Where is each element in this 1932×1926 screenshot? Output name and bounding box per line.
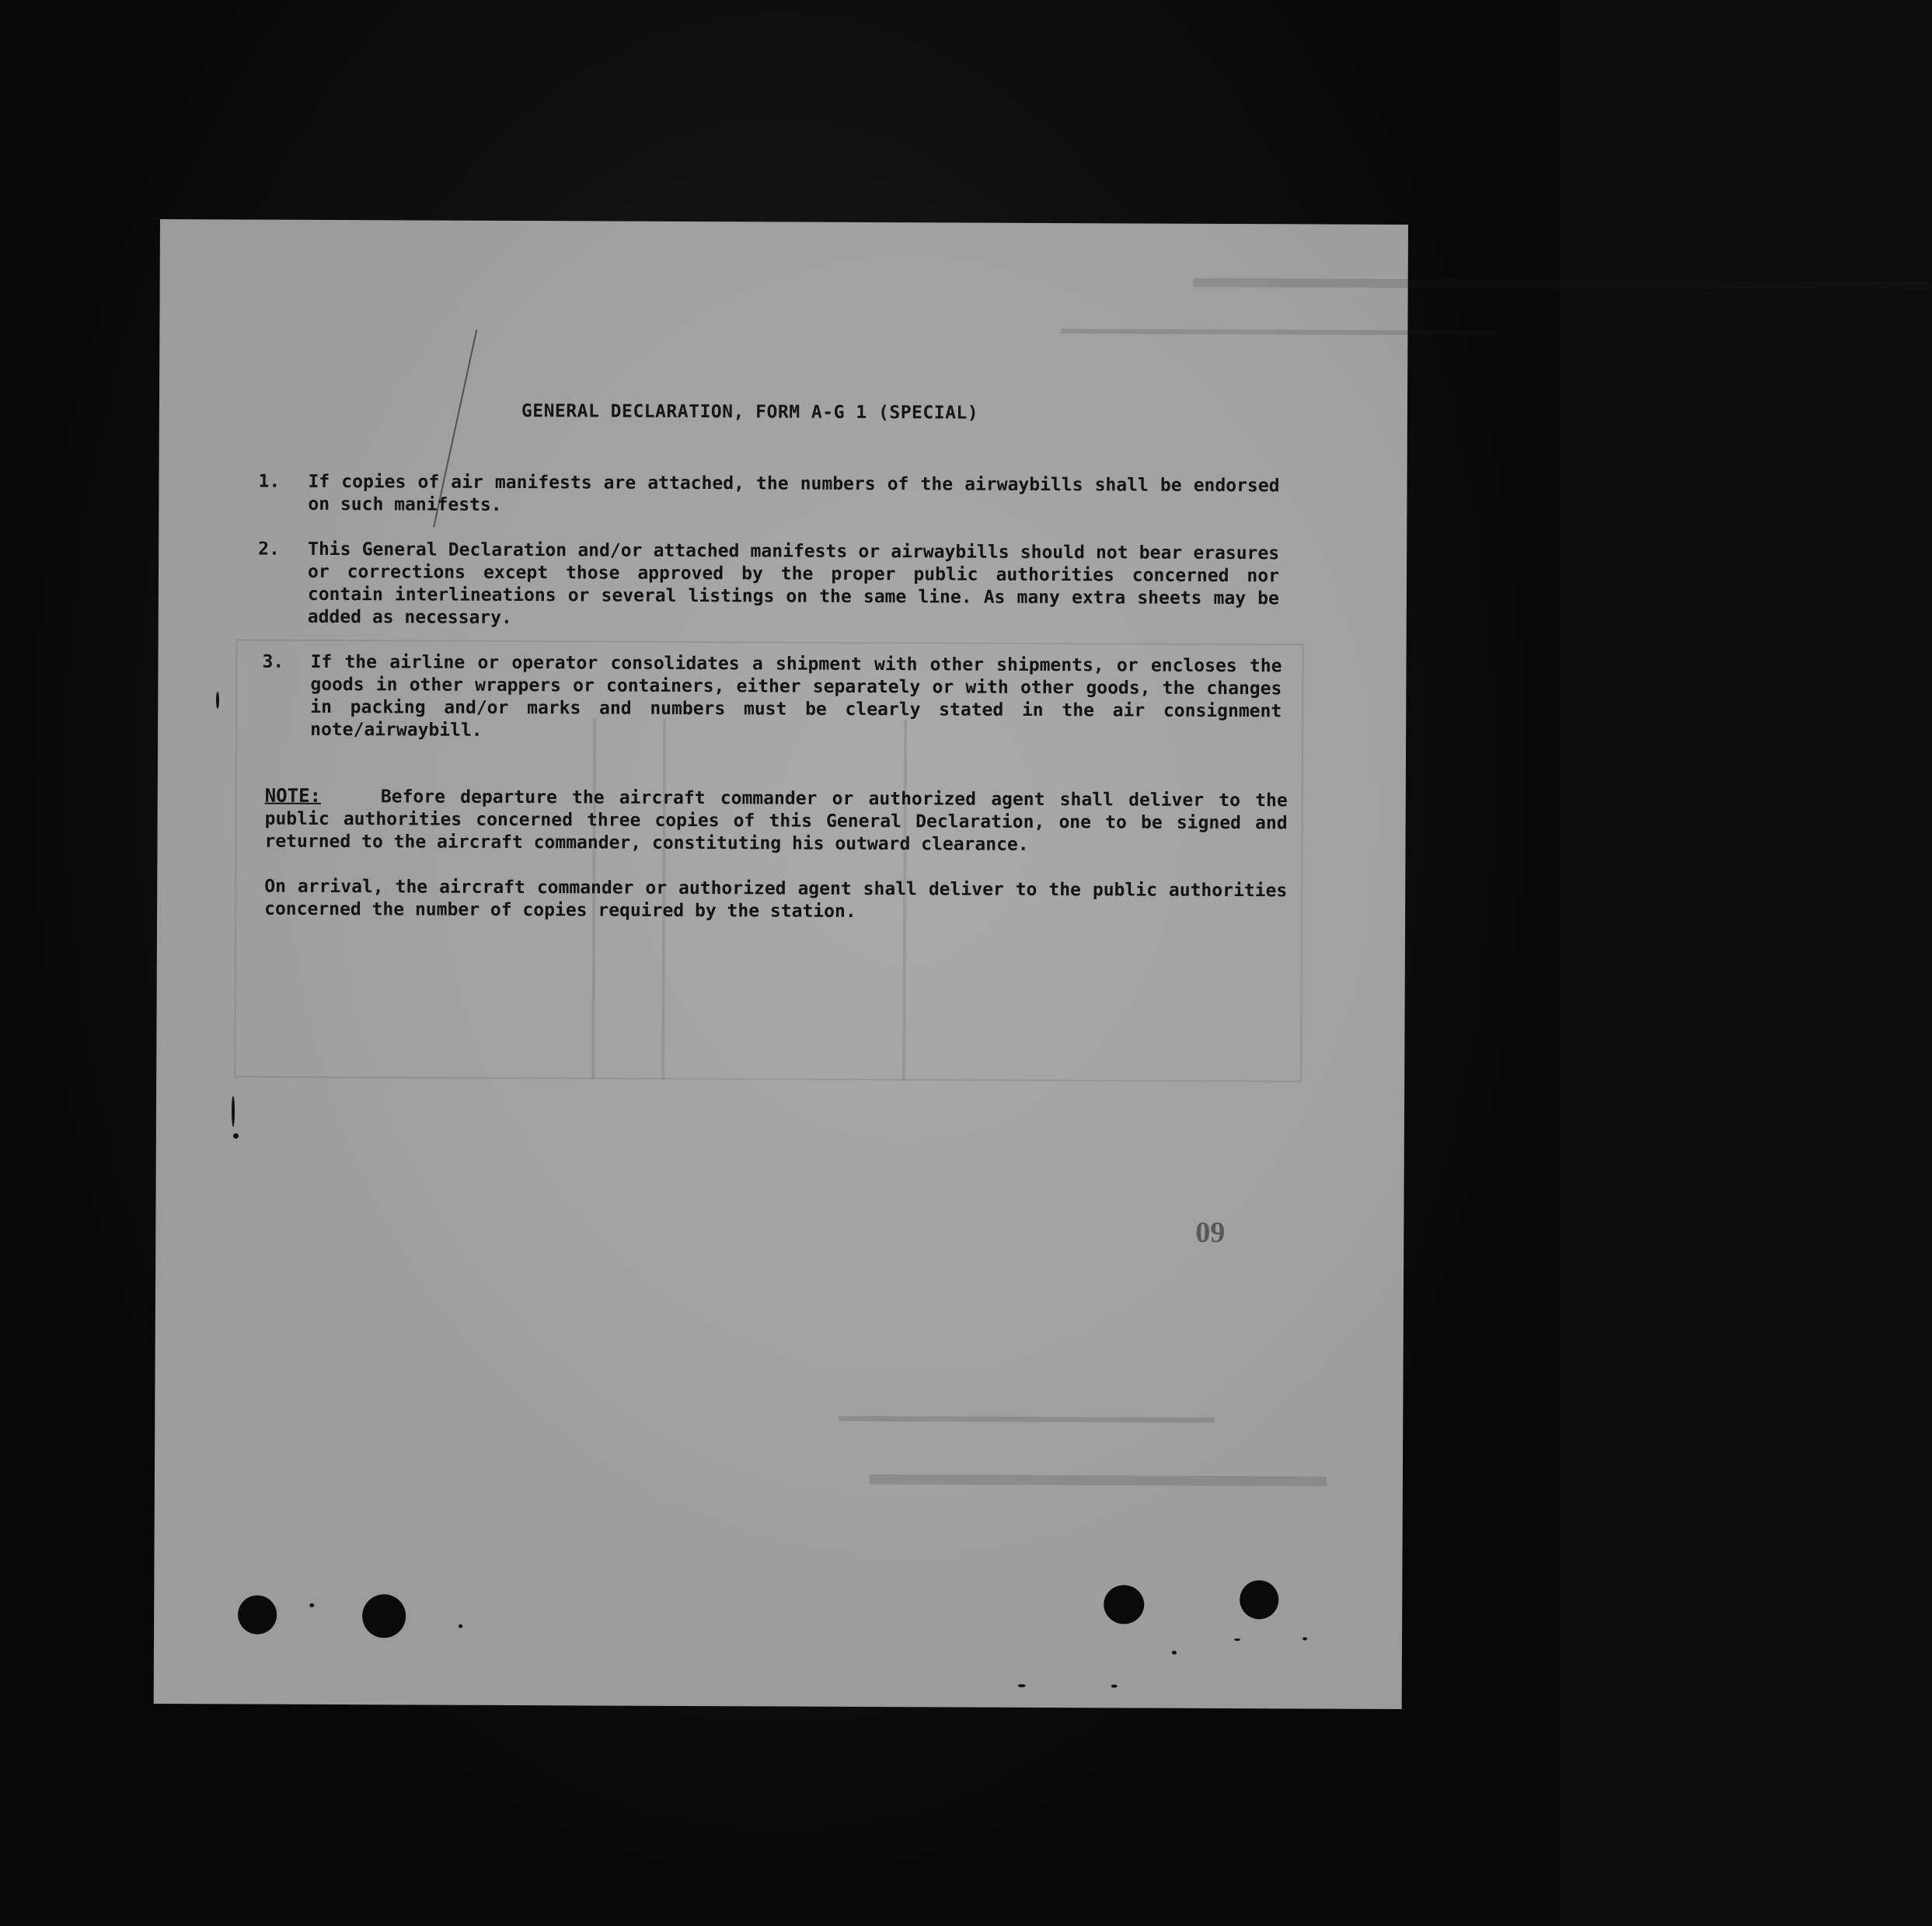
item-text: If copies of air manifests are attached, the numbers of the airwaybills shall be endorsed on such manifests.: [308, 471, 1280, 515]
document-page: [154, 219, 1932, 1709]
item-number: 2.: [258, 539, 280, 560]
stamp-number: 09: [1195, 1216, 1226, 1249]
punch-hole: [362, 1594, 406, 1638]
speck: [1018, 1684, 1026, 1687]
speck: [309, 1603, 314, 1607]
punch-hole: [238, 1595, 277, 1634]
item-number: 3.: [262, 651, 284, 672]
bleed-through-line: ▬▬▬▬▬▬▬▬▬▬▬▬▬▬▬▬▬▬▬▬▬▬▬▬▬: [1193, 270, 1932, 307]
note-paragraph: [264, 785, 1287, 858]
item-text: If the airline or operator consolidates a shipment with other shipments, or encloses the goods in other wrappers or containers, either separately or with other goods, the changes in packing and/or marks and numbers must be clearly stated in the air consignment note/airwaybill.: [310, 651, 1282, 741]
note-text: Before departure the aircraft commander or authorized agent shall deliver to the public authorities concerned three copies of this General Declaration, one to be signed and returned to the aircraft commander, constituting his outward clearance.: [264, 787, 1288, 855]
punch-hole: [1240, 1580, 1278, 1619]
note-label: NOTE:: [264, 784, 322, 807]
scan-mark: [232, 1096, 235, 1127]
bleed-through-line: ▬▬▬▬▬▬▬▬▬▬▬▬▬▬▬▬▬▬▬▬▬▬▬▬▬▬▬▬: [1061, 325, 1497, 344]
scan-mark: [216, 692, 219, 709]
punch-hole: [1104, 1585, 1144, 1624]
speck: [1303, 1637, 1307, 1640]
note-section: [264, 785, 1288, 948]
speck: [459, 1624, 462, 1628]
document-title: GENERAL DECLARATION, FORM A-G 1 (SPECIAL): [521, 401, 979, 424]
bleed-through-heading: ▬▬▬▬▬▬▬▬▬▬▬▬▬▬: [869, 1466, 1327, 1505]
arrival-paragraph: On arrival, the aircraft commander or authorized agent shall deliver to the public authorities concerned the number of copies required by the station.: [264, 876, 1288, 922]
speck: [1234, 1638, 1240, 1641]
bleed-through-line: ▬▬▬▬▬▬▬▬▬▬▬▬▬▬▬▬▬▬▬▬▬▬: [839, 1411, 1215, 1433]
item-number: 1.: [258, 471, 281, 492]
speck: [1172, 1651, 1177, 1655]
speck: [1111, 1684, 1118, 1687]
scan-mark: [233, 1133, 239, 1139]
item-text: This General Declaration and/or attached manifests or airwaybills should not bear erasures or corrections except those approved by the proper public authorities concerned nor contain interlineations or several listings on the same line. As many extra sheets may be added as necessary.: [307, 539, 1280, 628]
